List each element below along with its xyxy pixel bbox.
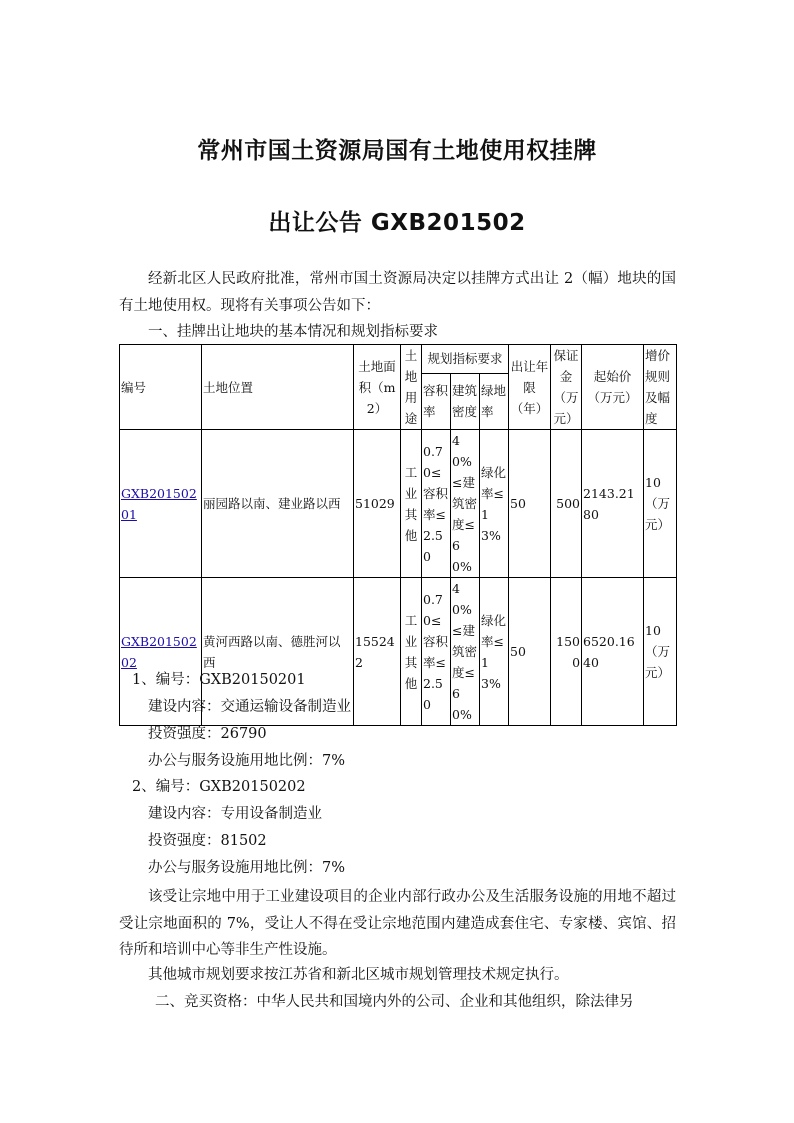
detail-1-investment: 投资强度：26790 (148, 726, 267, 742)
row-green: 绿化率≤13% (480, 430, 509, 578)
detail-2-content: 建设内容：专用设备制造业 (148, 806, 322, 822)
header-density: 建筑密度 (451, 373, 480, 429)
detail-1-office-ratio: 办公与服务设施用地比例：7% (148, 753, 346, 769)
row-far: 0.70≤容积率≤2.50 (422, 430, 451, 578)
row-deposit: 1500 (551, 578, 582, 726)
header-increment: 增价规则及幅度 (644, 345, 677, 430)
row-area: 155242 (354, 578, 401, 726)
row-term: 50 (509, 430, 551, 578)
notice-title-line2: 出让公告 GXB201502 (268, 210, 526, 236)
plot-code-link[interactable]: GXB20150202 (121, 633, 197, 670)
row-location: 黄河西路以南、德胜河以西 (202, 578, 354, 726)
row-green: 绿化率≤13% (480, 578, 509, 726)
header-planning-group: 规划指标要求 (422, 345, 509, 374)
table-header-row (120, 345, 677, 374)
header-use: 土地用途 (401, 345, 422, 430)
header-start-price: 起始价（万元） (582, 345, 644, 430)
row-start-price: 2143.2180 (582, 430, 644, 578)
row-deposit: 500 (551, 430, 582, 578)
row-code-link[interactable] (120, 430, 202, 578)
plots-table (119, 344, 677, 726)
header-far: 容积率 (422, 373, 451, 429)
detail-1-content: 建设内容：交通运输设备制造业 (148, 699, 351, 715)
header-area: 土地面积（m2） (354, 345, 401, 430)
header-green: 绿地率 (480, 373, 509, 429)
row-density: 40%≤建筑密度≤60% (451, 430, 480, 578)
row-far: 0.70≤容积率≤2.50 (422, 578, 451, 726)
row-density: 40%≤建筑密度≤60% (451, 578, 480, 726)
row-increment: 10（万元） (644, 578, 677, 726)
notice-title-line1: 常州市国土资源局国有土地使用权挂牌 (197, 138, 597, 164)
row-term: 50 (509, 578, 551, 726)
row-use: 工业其他 (401, 578, 422, 726)
header-term: 出让年限（年） (509, 345, 551, 430)
row-area: 51029 (354, 430, 401, 578)
detail-2-investment: 投资强度：81502 (148, 833, 267, 849)
other-requirements: 其他城市规划要求按江苏省和新北区城市规划管理技术规定执行。 (148, 967, 569, 983)
plot-code-link[interactable]: GXB20150201 (121, 485, 197, 522)
header-code: 编号 (120, 345, 202, 430)
row-use: 工业其他 (401, 430, 422, 578)
row-increment: 10（万元） (644, 430, 677, 578)
detail-1-number: 1、编号：GXB20150201 (132, 672, 306, 688)
row-location: 丽园路以南、建业路以西 (202, 430, 354, 578)
detail-2-number: 2、编号：GXB20150202 (132, 779, 306, 795)
section1-heading: 一、挂牌出让地块的基本情况和规划指标要求 (148, 324, 438, 340)
header-location: 土地位置 (202, 345, 354, 430)
section2-heading: 二、竞买资格：中华人民共和国境内外的公司、企业和其他组织，除法律另 (155, 994, 634, 1010)
restriction-paragraph: 该受让宗地中用于工业建设项目的企业内部行政办公及生活服务设施的用地不超过受让宗地面积的 7%，受让人不得在受让宗地范围内建造成套住宅、专家楼、宾馆、招待所和培训中心等非生产性设施。 (119, 889, 676, 958)
table-row (120, 430, 677, 578)
header-deposit: 保证金（万元） (551, 345, 582, 430)
detail-2-office-ratio: 办公与服务设施用地比例：7% (148, 860, 346, 876)
row-start-price: 6520.1640 (582, 578, 644, 726)
intro-paragraph: 经新北区人民政府批准，常州市国土资源局决定以挂牌方式出让 2（幅）地块的国有土地使用权。现将有关事项公告如下： (119, 271, 676, 314)
